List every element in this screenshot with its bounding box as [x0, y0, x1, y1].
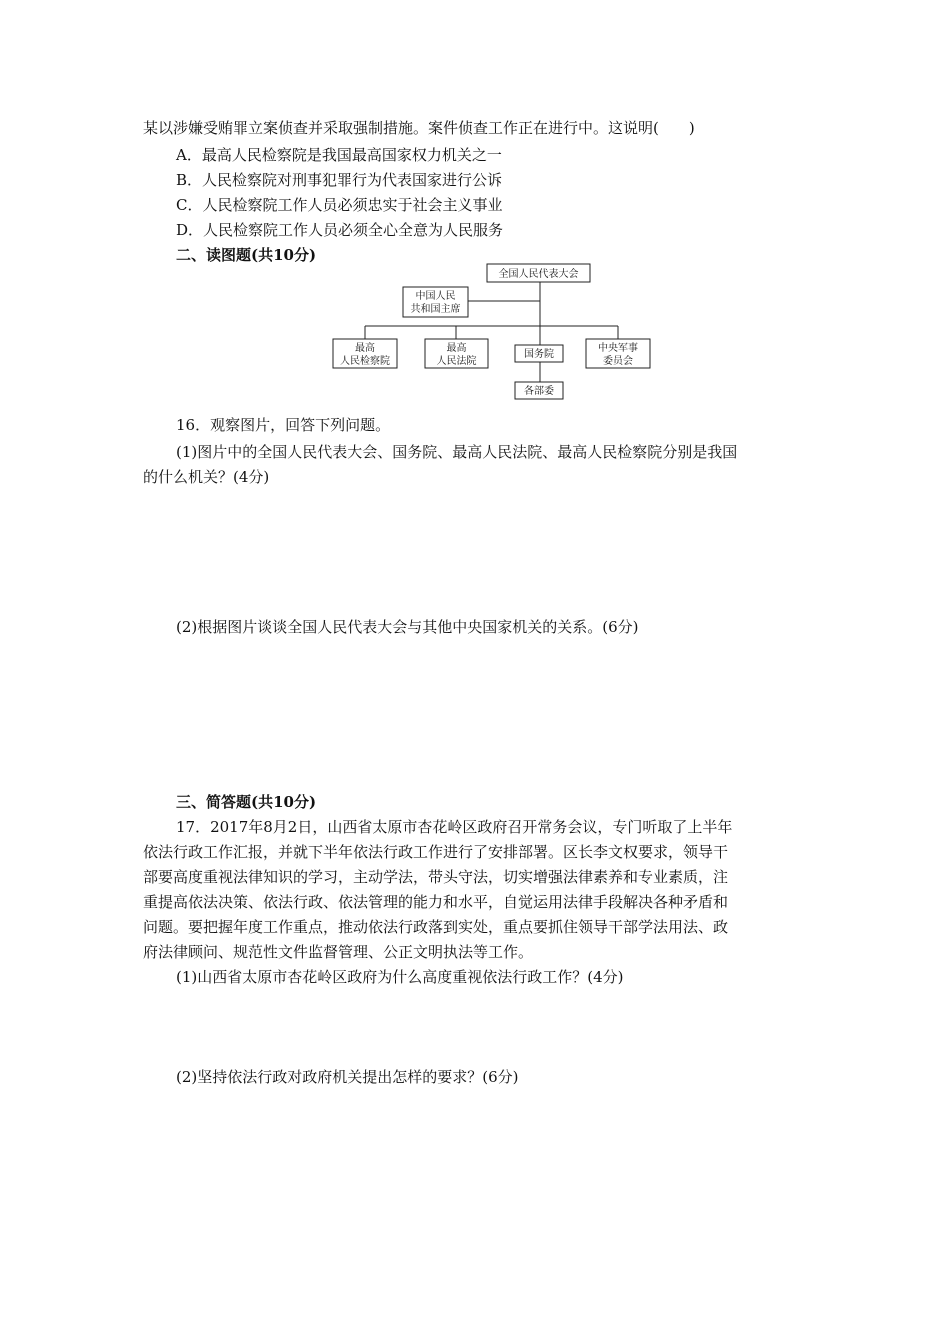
cmc-label-line2: 委员会: [603, 356, 633, 367]
procuratorate-label-line1: 最高: [355, 343, 375, 354]
cmc-label-line1: 中央军事: [598, 343, 638, 354]
q17-paragraph-line: 17．2017年8月2日，山西省太原市杏花岭区政府召开常务会议，专门听取了上半年: [176, 818, 733, 836]
q17-paragraph-line: 府法律顾问、规范性文件监督管理、公正文明执法等工作。: [143, 943, 534, 961]
court-box: [425, 339, 488, 368]
ministries-box: [515, 382, 563, 399]
q17-paragraph-line: 问题。要把握年度工作重点，推动依法行政落到实处，重点要抓住领导干部学法用法、政: [143, 918, 729, 936]
npc-label: 全国人民代表大会: [498, 269, 579, 280]
court-label-line1: 最高: [446, 343, 467, 354]
procuratorate-label-line2: 人民检察院: [340, 356, 390, 367]
q17-sub1: (1)山西省太原市杏花岭区政府为什么高度重视依法行政工作？(4分): [176, 968, 624, 986]
ministries-label: 各部委: [524, 386, 554, 397]
q15-option-a: A．最高人民检察院是我国最高国家权力机关之一: [176, 146, 502, 164]
q17-paragraph-line: 部要高度重视法律知识的学习，主动学法，带头守法，切实增强法律素养和专业素质，注: [143, 868, 729, 886]
q16-sub1-line1: (1)图片中的全国人民代表大会、国务院、最高人民法院、最高人民检察院分别是我国: [176, 443, 738, 461]
president-label-line1: 中国人民: [415, 291, 456, 302]
cmc-box: [586, 339, 650, 368]
q15-option-d: D．人民检察院工作人员必须全心全意为人民服务: [176, 221, 504, 239]
president-label-line2: 共和国主席: [410, 304, 461, 315]
q16-sub1-line2: 的什么机关？(4分): [143, 468, 270, 486]
state-council-label: 国务院: [524, 349, 554, 360]
section-2-title: 二、读图题(共10分): [176, 246, 317, 264]
q16-stem: 16．观察图片，回答下列问题。: [176, 416, 391, 434]
procuratorate-box: [333, 339, 397, 368]
q15-option-c: C．人民检察院工作人员必须忠实于社会主义事业: [176, 196, 503, 214]
npc-box: [487, 264, 590, 282]
q16-sub2: (2)根据图片谈谈全国人民代表大会与其他中央国家机关的关系。(6分): [176, 618, 639, 636]
q15-stem: 某以涉嫌受贿罪立案侦查并采取强制措施。案件侦查工作正在进行中。这说明( ): [143, 119, 695, 137]
section-3-title: 三、简答题(共10分): [176, 793, 317, 811]
president-box: [403, 287, 468, 317]
q17-paragraph-line: 依法行政工作汇报，并就下半年依法行政工作进行了安排部署。区长李文权要求，领导干: [143, 843, 729, 861]
q17-paragraph-line: 重提高依法决策、依法行政、依法管理的能力和水平，自觉运用法律手段解决各种矛盾和: [143, 893, 729, 911]
court-label-line2: 人民法院: [436, 356, 477, 367]
q15-option-b: B．人民检察院对刑事犯罪行为代表国家进行公诉: [176, 171, 503, 189]
state-council-box: [515, 345, 563, 362]
q17-sub2: (2)坚持依法行政对政府机关提出怎样的要求？(6分): [176, 1068, 519, 1086]
